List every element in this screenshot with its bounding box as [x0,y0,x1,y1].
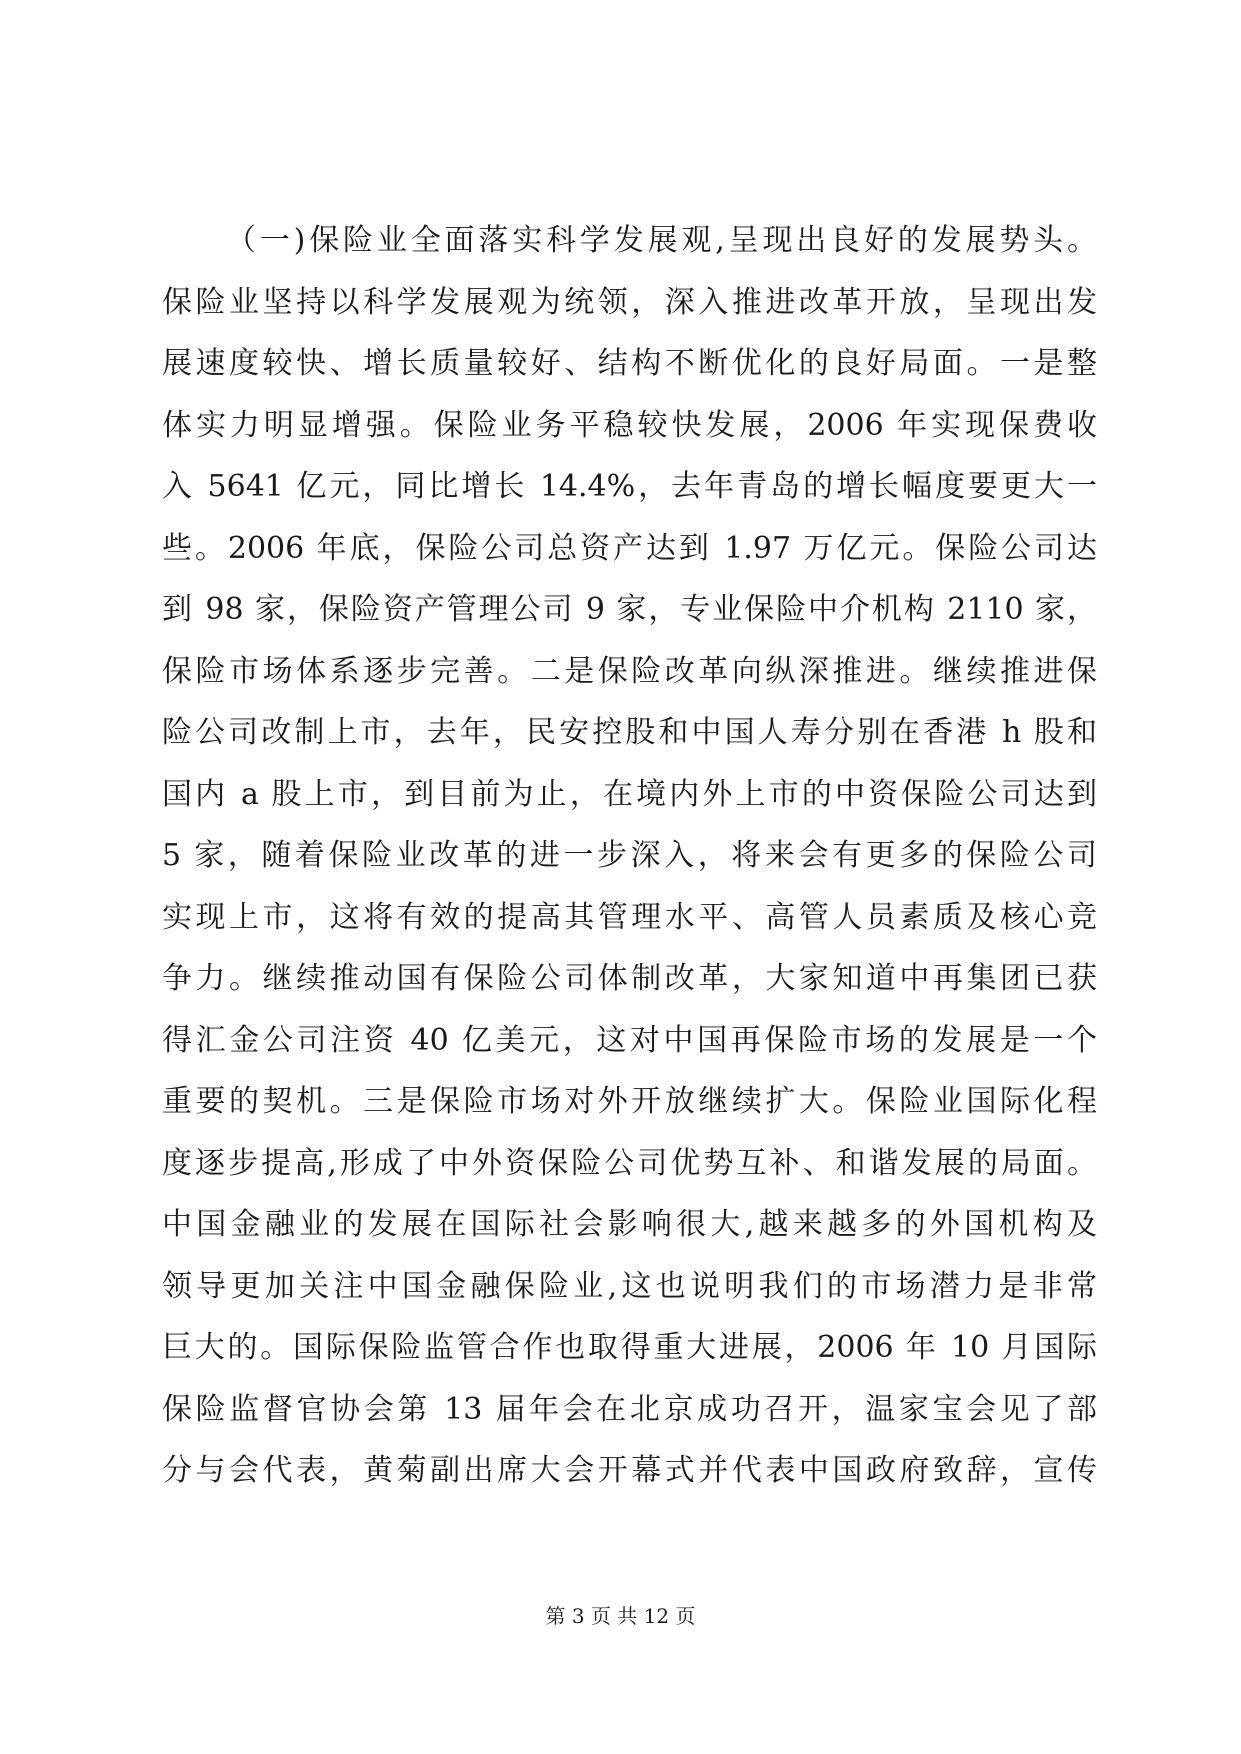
text-line: 体实力明显增强。保险业务平稳较快发展，2006 年实现保费收 [162,407,1097,443]
text-line: 保险监督官协会第 13 届年会在北京成功召开，温家宝会见了部 [162,1391,1097,1427]
text-line: 5 家，随着保险业改革的进一步深入，将来会有更多的保险公司 [162,838,1097,873]
text-line: 得汇金公司注资 40 亿美元，这对中国再保险市场的发展是一个 [162,1022,1097,1058]
text-line: 巨大的。国际保险监管合作也取得重大进展，2006 年 10 月国际 [162,1330,1097,1365]
text-line: 保险市场体系逐步完善。二是保险改革向纵深推进。继续推进保 [162,653,1097,689]
text-line: 重要的契机。三是保险市场对外开放继续扩大。保险业国际化程 [162,1084,1097,1119]
text-line: 些。2006 年底，保险公司总资产达到 1.97 万亿元。保险公司达 [162,530,1097,566]
text-line: 国内 a 股上市，到目前为止，在境内外上市的中资保险公司达到 [162,776,1097,812]
text-line: 保险业坚持以科学发展观为统领，深入推进改革开放，呈现出发 [162,284,1097,320]
text-line: 争力。继续推动国有保险公司体制改革，大家知道中再集团已获 [162,961,1097,996]
text-line: 领导更加关注中国金融保险业,这也说明我们的市场潜力是非常 [162,1268,1097,1304]
text-line: 入 5641 亿元，同比增长 14.4%，去年青岛的增长幅度要更大一 [162,469,1097,504]
text-line: 到 98 家，保险资产管理公司 9 家，专业保险中介机构 2110 家， [162,592,1097,627]
text-line: 中国金融业的发展在国际社会影响很大,越来越多的外国机构及 [162,1207,1097,1242]
body-paragraph [162,210,1097,1502]
text-line: 分与会代表，黄菊副出席大会开幕式并代表中国政府致辞，宣传 [162,1453,1097,1488]
text-line: 展速度较快、增长质量较好、结构不断优化的良好局面。一是整 [162,346,1097,381]
text-line: （一)保险业全面落实科学发展观,呈现出良好的发展势头。 [226,223,1097,258]
text-line: 险公司改制上市，去年，民安控股和中国人寿分别在香港 h 股和 [162,715,1097,750]
text-line: 度逐步提高,形成了中外资保险公司优势互补、和谐发展的局面。 [162,1145,1097,1181]
page-number-footer: 第 3 页 共 12 页 [545,1604,696,1628]
text-line: 实现上市，这将有效的提高其管理水平、高管人员素质及核心竞 [162,899,1097,935]
